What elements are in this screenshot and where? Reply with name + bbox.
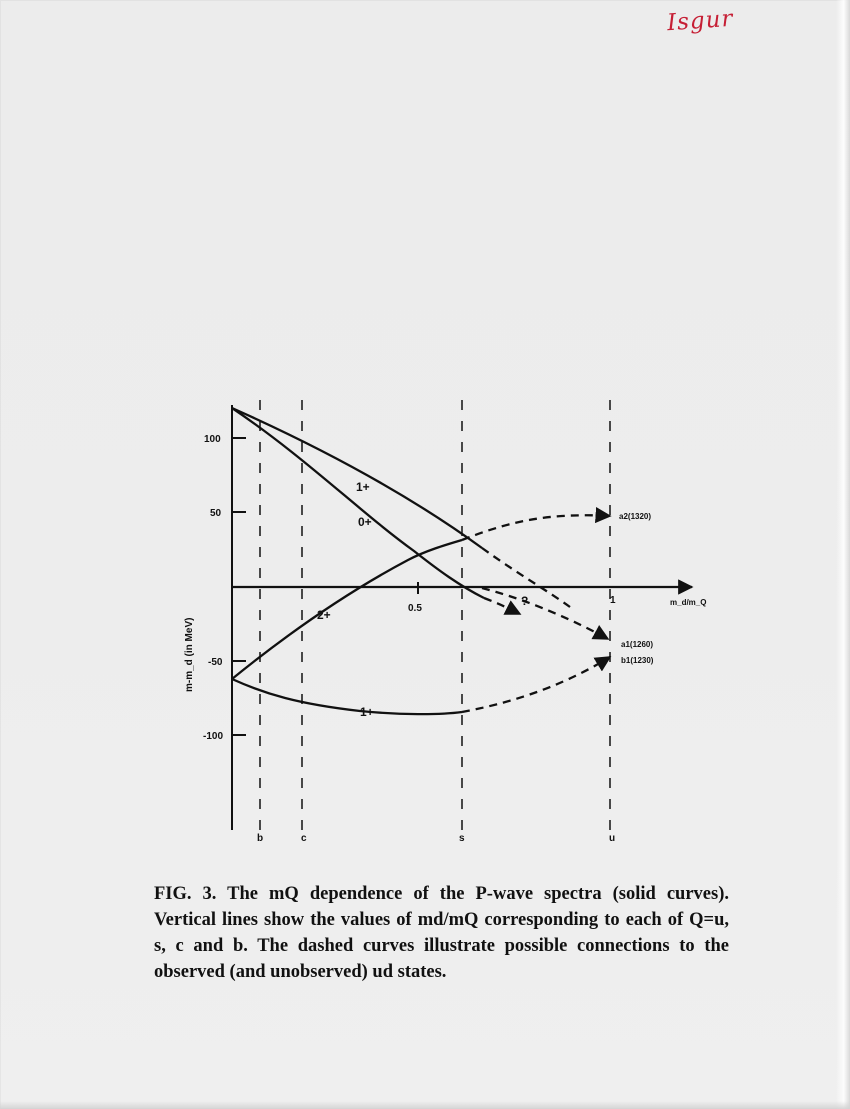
page-edge-right bbox=[836, 0, 850, 1109]
observed-label-a2: a2(1320) bbox=[619, 512, 652, 521]
y-tick-label-minus50: -50 bbox=[208, 657, 223, 668]
x-tick-label-05: 0.5 bbox=[408, 603, 422, 614]
curve-a1-dashed bbox=[482, 588, 608, 639]
curve-one-plus-bottom bbox=[232, 679, 462, 714]
label-zero-plus: 0+ bbox=[358, 515, 372, 529]
vertical-label-u: u bbox=[609, 833, 616, 844]
vertical-label-c: c bbox=[301, 833, 307, 844]
curve-zero-plus-tail bbox=[484, 598, 520, 614]
curve-one-plus-top bbox=[232, 408, 482, 548]
x-tick-label-1: 1 bbox=[610, 595, 616, 606]
y-tick-label-50: 50 bbox=[210, 508, 222, 519]
y-axis-label: m-m_d (in MeV) bbox=[184, 617, 195, 692]
figure-caption bbox=[154, 881, 729, 985]
handwritten-annotation: Isgur bbox=[666, 5, 735, 37]
physics-figure bbox=[170, 400, 730, 860]
vertical-label-s: s bbox=[459, 833, 465, 844]
y-tick-label-100: 100 bbox=[204, 434, 221, 445]
vertical-label-b: b bbox=[257, 833, 264, 844]
curve-zero-plus bbox=[232, 408, 484, 598]
spectra-chart bbox=[170, 400, 730, 860]
x-axis-label: m_d/m_Q bbox=[670, 598, 707, 607]
curve-one-plus-bottom-dashed bbox=[462, 657, 610, 712]
observed-label-b1: b1(1230) bbox=[621, 656, 654, 665]
page-edge-bottom bbox=[0, 1101, 850, 1109]
question-mark-label: ? bbox=[521, 594, 529, 608]
label-one-plus-bottom: 1+ bbox=[360, 705, 374, 719]
curve-two-plus-dashed bbox=[462, 515, 610, 540]
caption-text: FIG. 3. The mQ dependence of the P-wave spectra (solid curves). Vertical lines show the values of md/mQ corresponding to each of Q=u, s, c and b. The dashed curves illustrate possible connections to the observed (and unobserved) ud states. bbox=[154, 884, 729, 982]
observed-label-a1: a1(1260) bbox=[621, 640, 654, 649]
y-tick-label-minus100: -100 bbox=[203, 731, 224, 742]
label-two-plus: 2+ bbox=[317, 608, 331, 622]
label-one-plus-top: 1+ bbox=[356, 480, 370, 494]
